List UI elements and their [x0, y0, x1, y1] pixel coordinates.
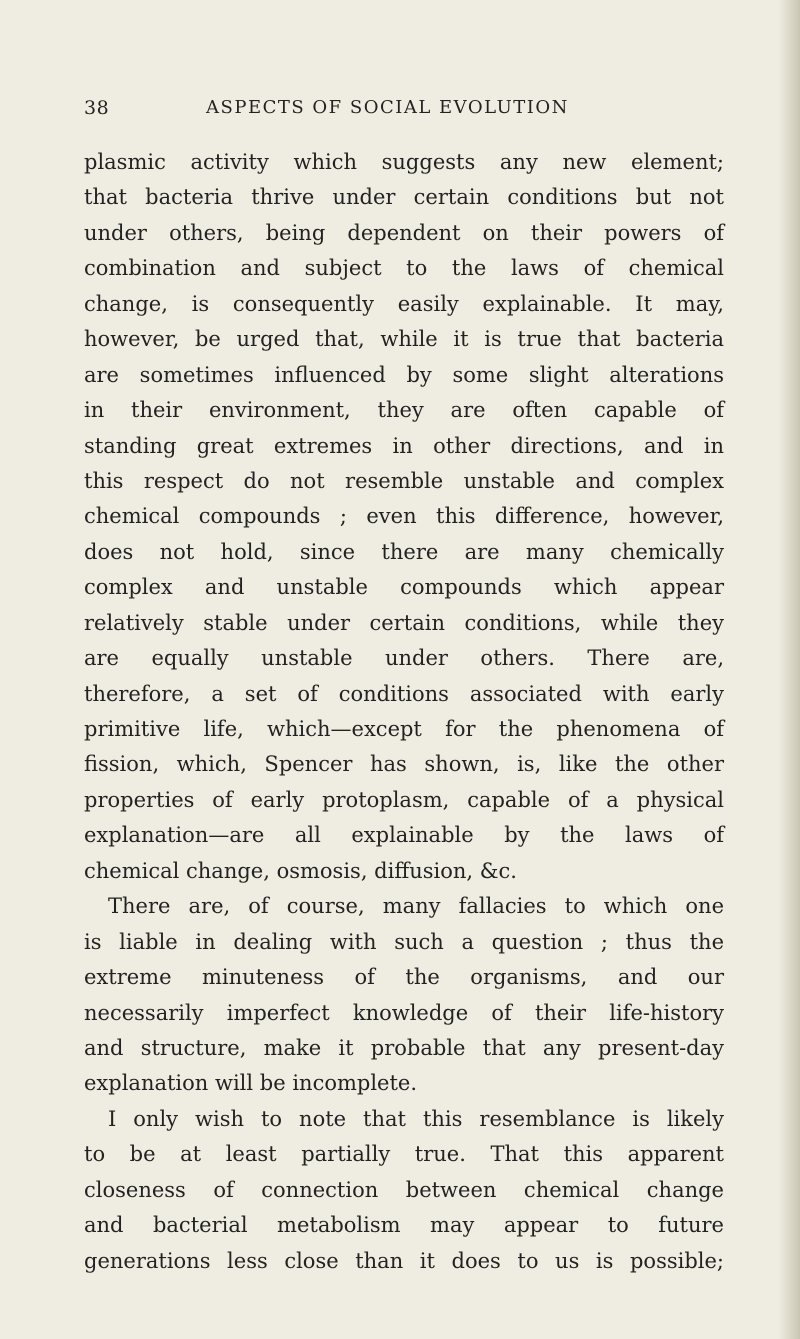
text-line: to be at least partially true. That this apparent — [84, 1142, 724, 1167]
text-line: explanation—are all explainable by the laws of — [84, 823, 724, 848]
text-line: relatively stable under certain conditions, while they — [84, 610, 724, 635]
paragraph-end-line: chemical change, osmosis, diffusion, &c. — [84, 858, 517, 883]
text-line: closeness of connection between chemical change — [84, 1177, 724, 1202]
text-line: therefore, a set of conditions associated with early — [84, 681, 724, 706]
text-line: generations less close than it does to us is possible; — [84, 1248, 724, 1273]
text-line: in their environment, they are often capable of — [84, 398, 724, 423]
text-line: standing great extremes in other directions, and in — [84, 433, 724, 458]
text-line: and structure, make it probable that any present-day — [84, 1035, 724, 1060]
text-line: however, be urged that, while it is true that bacteria — [84, 327, 724, 352]
text-line: this respect do not resemble unstable and complex — [84, 468, 724, 493]
running-title: ASPECTS OF SOCIAL EVOLUTION — [206, 97, 569, 118]
paragraph-end-line: explanation will be incomplete. — [84, 1071, 418, 1096]
text-line: complex and unstable compounds which appear — [84, 575, 724, 600]
body-text — [84, 145, 724, 1279]
text-line: chemical compounds ; even this difference, however, — [84, 504, 724, 529]
text-line: are equally unstable under others. There are, — [84, 646, 724, 671]
page-number: 38 — [84, 97, 110, 119]
text-line: necessarily imperfect knowledge of their life-history — [84, 1000, 724, 1025]
page-edge-shadow — [778, 0, 800, 1339]
text-line: plasmic activity which suggests any new element; — [84, 150, 724, 174]
text-line: fission, which, Spencer has shown, is, like the other — [84, 752, 724, 777]
paragraph-start-line: There are, of course, many fallacies to which one — [108, 894, 724, 919]
paragraph-start-line: I only wish to note that this resemblance is likely — [108, 1106, 724, 1131]
text-line: primitive life, which—except for the phenomena of — [84, 717, 724, 741]
text-line: change, is consequently easily explainable. It may, — [84, 291, 724, 316]
text-line: are sometimes influenced by some slight alterations — [84, 362, 724, 387]
text-line: is liable in dealing with such a question ; thus the — [84, 929, 724, 954]
text-line: extreme minuteness of the organisms, and our — [84, 965, 724, 990]
text-line: properties of early protoplasm, capable of a physical — [84, 787, 724, 812]
text-line: and bacterial metabolism may appear to future — [84, 1213, 724, 1238]
page-header — [84, 96, 724, 124]
text-line: under others, being dependent on their powers of — [84, 220, 724, 245]
text-line: does not hold, since there are many chemically — [84, 539, 724, 564]
text-line: combination and subject to the laws of chemical — [84, 256, 724, 281]
text-line: that bacteria thrive under certain conditions but not — [84, 185, 724, 210]
